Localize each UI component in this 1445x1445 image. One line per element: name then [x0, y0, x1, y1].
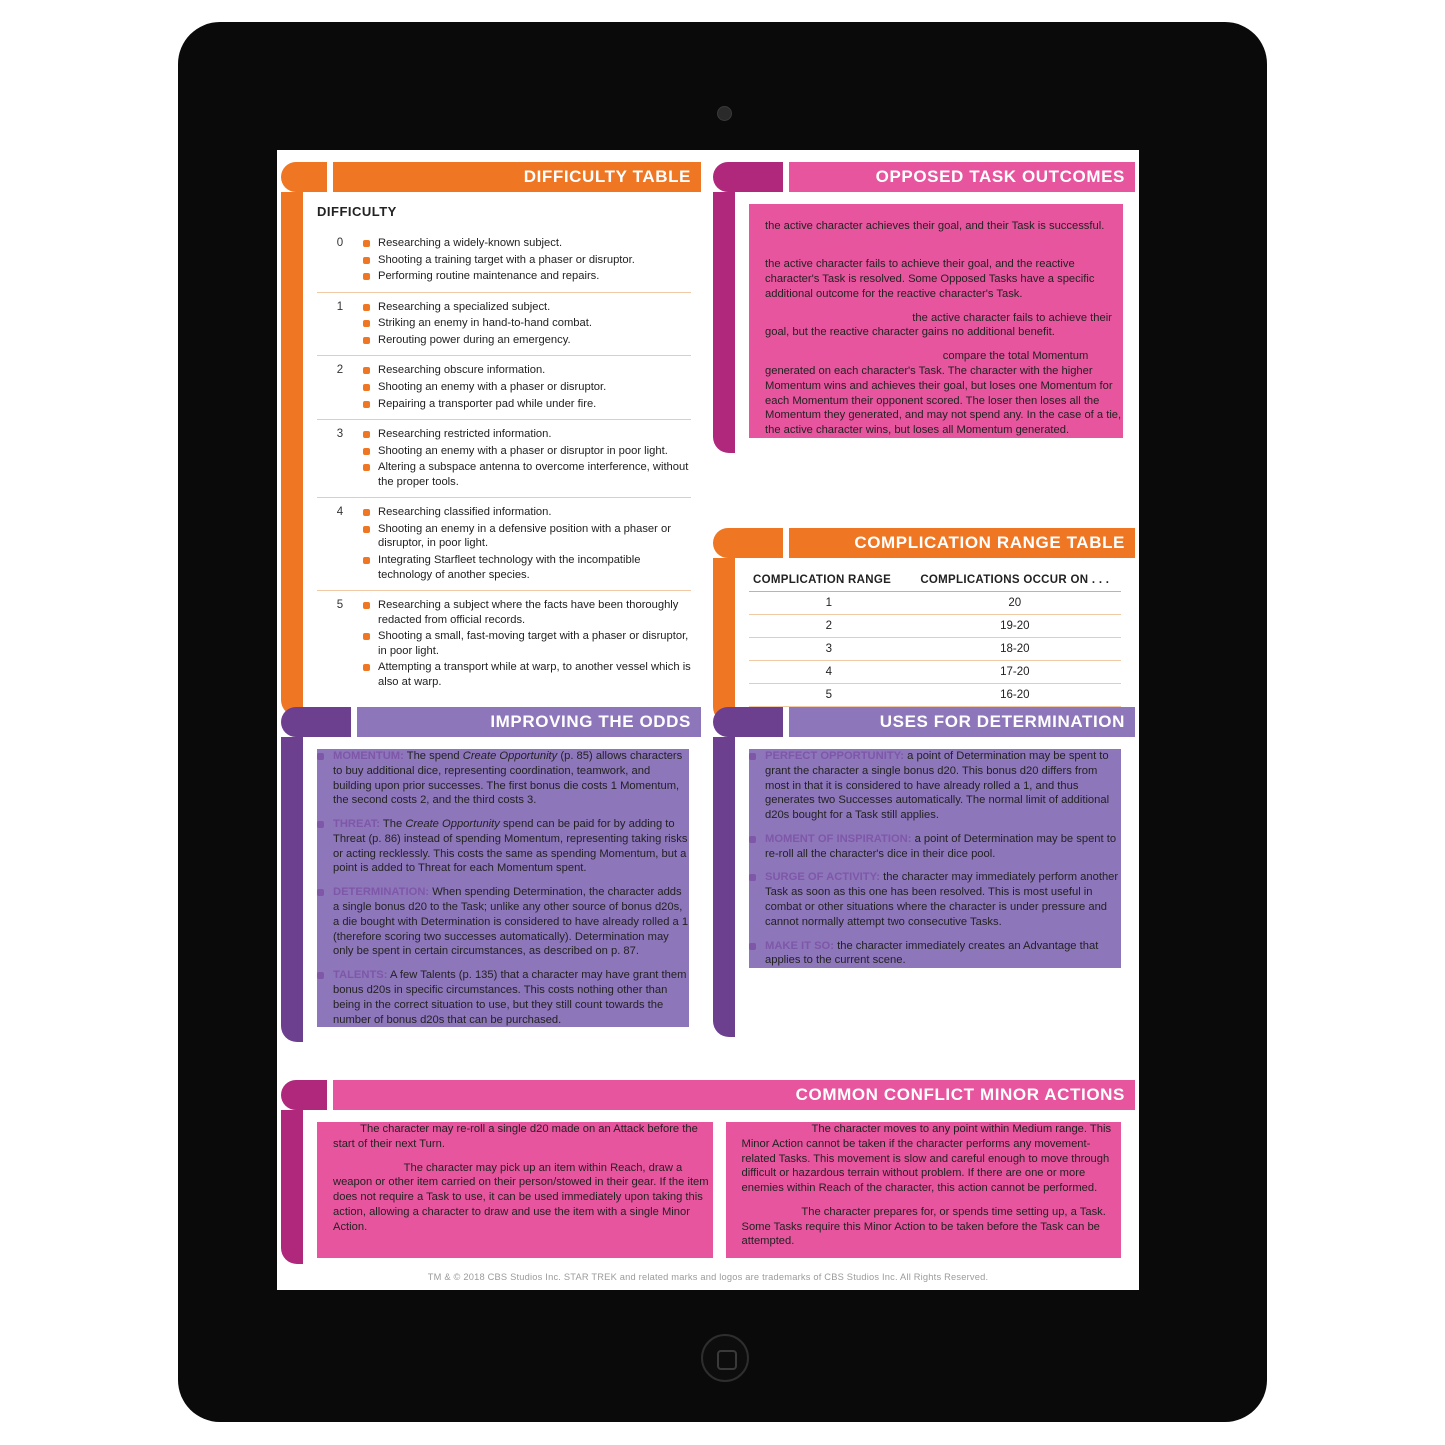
- difficulty-row: [317, 292, 691, 356]
- list-item: [749, 832, 1121, 862]
- difficulty-row: [317, 419, 691, 497]
- list-item: Researching a subject where the facts have been thoroughly redacted from official records.: [363, 598, 691, 627]
- list-item: [317, 968, 689, 1027]
- table-cell: 2: [749, 615, 909, 638]
- improving-odds-panel: [281, 707, 701, 1042]
- determination-side-bar: [713, 737, 735, 1037]
- list-item-lead: THREAT:: [333, 818, 381, 831]
- list-item: [749, 243, 1123, 302]
- copyright-footer: TM & © 2018 CBS Studios Inc. STAR TREK and related marks and logos are trademarks of CBS Studios Inc. All Rights Reserved.: [427, 1272, 989, 1282]
- list-item: [749, 311, 1123, 341]
- list-item-lead: AIM:: [333, 1123, 358, 1135]
- list-item-lead: DETERMINATION:: [333, 886, 430, 899]
- list-item: Shooting an enemy with a phaser or disruptor in poor light.: [363, 444, 691, 459]
- difficulty-level: 3: [336, 428, 344, 441]
- table-column-header: COMPLICATION RANGE: [749, 570, 909, 592]
- header-cap: [713, 162, 783, 192]
- table-cell: 20: [909, 592, 1121, 615]
- list-item: Repairing a transporter pad while under fire.: [363, 397, 691, 412]
- difficulty-rows: [317, 229, 691, 698]
- complication-table: [749, 570, 1121, 707]
- complication-table-body: [749, 592, 1121, 707]
- determination-list: [749, 749, 1121, 968]
- difficulty-row: [317, 229, 691, 292]
- header-cap: [713, 707, 783, 737]
- table-cell: 1: [749, 592, 909, 615]
- list-item-text: the character may immediately perform another Task as soon as this one has been resolved. This is most useful in combat or other situations where the character is under pressure and cannot normally attempt two consecutive Tasks.: [765, 871, 1119, 928]
- list-item: Striking an enemy in hand-to-hand combat.: [363, 316, 691, 331]
- minor-actions-title: COMMON CONFLICT MINOR ACTIONS: [333, 1080, 1135, 1110]
- table-row: [749, 661, 1121, 684]
- list-item-lead: MOMENT OF INSPIRATION:: [765, 832, 912, 845]
- determination-panel: [713, 707, 1135, 1037]
- list-item-text: the character immediately creates an Advantage that applies to the current scene.: [765, 939, 1099, 967]
- difficulty-subtitle: DIFFICULTY: [317, 204, 397, 219]
- difficulty-header: [281, 162, 701, 192]
- header-cap: [281, 162, 327, 192]
- list-item-lead: BOTH CHARACTERS SUCCEED:: [765, 350, 940, 363]
- minor-actions-left-list: [317, 1122, 713, 1258]
- list-item: Researching a specialized subject.: [363, 300, 691, 315]
- table-cell: 18-20: [909, 638, 1121, 661]
- difficulty-side-bar: [281, 192, 303, 716]
- list-item: Shooting a small, fast-moving target with a phaser or disruptor, in poor light.: [363, 629, 691, 658]
- difficulty-level: 0: [336, 237, 344, 249]
- list-item: [726, 1122, 1122, 1196]
- header-cap: [713, 528, 783, 558]
- difficulty-examples: [363, 598, 691, 691]
- table-row: [749, 638, 1121, 661]
- list-item: Altering a subspace antenna to overcome interference, without the proper tools.: [363, 460, 691, 489]
- minor-actions-side-bar: [281, 1110, 303, 1264]
- list-item: Shooting an enemy with a phaser or disruptor.: [363, 380, 691, 395]
- list-item-lead: ACTIVE CHARACTER SUCCEEDS, REACTIVE CHARACTER FAILS:: [765, 205, 1121, 217]
- list-item-lead: MOVEMENT:: [741, 1123, 809, 1135]
- list-item: Researching a widely-known subject.: [363, 236, 691, 251]
- opposed-title: OPPOSED TASK OUTCOMES: [789, 162, 1135, 192]
- list-item-lead: DRAW ITEM:: [333, 1161, 401, 1174]
- list-item-text: A few Talents (p. 135) that a character may have grant them bonus d20s in specific circumstances. This costs nothing other than being in the correct situation to use, but they still count towards the number of bonus d20s that can be purchased.: [333, 969, 687, 1026]
- opposed-list: [749, 204, 1123, 438]
- difficulty-examples: [363, 505, 691, 584]
- list-item-text: The character may pick up an item within Reach, draw a weapon or other item carried on their person/stowed in their gear. If the item does not require a Task to use, it can be used immediately upon taking this action, allowing a character to draw and use the item with a single Minor Action.: [333, 1161, 709, 1233]
- list-item: [317, 885, 689, 959]
- improving-header: [281, 707, 701, 737]
- table-cell: 5: [749, 684, 909, 707]
- minor-actions-right-list: [726, 1122, 1122, 1258]
- table-row: [749, 684, 1121, 707]
- list-item: [317, 1161, 713, 1235]
- improving-side-bar: [281, 737, 303, 1042]
- determination-header: [713, 707, 1135, 737]
- list-item: Rerouting power during an emergency.: [363, 333, 691, 348]
- list-item-text: The character prepares for, or spends time setting up, a Task. Some Tasks require this Minor Action to be taken before the Task can be attempted.: [741, 1205, 1106, 1248]
- header-cap: [281, 707, 351, 737]
- difficulty-row: [317, 497, 691, 590]
- list-item: Performing routine maintenance and repairs.: [363, 269, 691, 284]
- opposed-task-panel: [713, 162, 1135, 453]
- difficulty-title: DIFFICULTY TABLE: [333, 162, 701, 192]
- list-item-text: a point of Determination may be spent to grant the character a single bonus d20. This bonus d20 differs from most in that it is considered to have already rolled a 1, and thus generates two Successes automatically. The normal limit of additional d20s bought for a Task still applies.: [765, 750, 1110, 822]
- list-item-lead: ACTIVE CHARACTER FAILS, REACTIVE CHARACTER SUCCEEDS:: [765, 243, 1121, 256]
- list-item-text: compare the total Momentum generated on each character's Task. The character with the higher Momentum wins and achieves their goal, but loses one Momentum for each Momentum their opponent scored. The loser then loses all the Momentum they generated, and may not spend any. In the case of a tie, the active character wins, but loses all Momentum generated.: [765, 350, 1122, 437]
- difficulty-examples: [363, 236, 691, 286]
- list-item: [317, 817, 689, 876]
- document-page: [277, 150, 1139, 1290]
- list-item: Researching classified information.: [363, 505, 691, 520]
- difficulty-examples: [363, 363, 691, 413]
- difficulty-level: 2: [336, 364, 344, 377]
- list-item: [726, 1205, 1122, 1249]
- list-item: [317, 749, 689, 808]
- list-item: Shooting an enemy in a defensive position with a phaser or disruptor, in poor light.: [363, 522, 691, 551]
- opposed-header: [713, 162, 1135, 192]
- list-item-text: the active character achieves their goal, and their Task is successful.: [765, 219, 1105, 232]
- list-item: [749, 749, 1121, 823]
- list-item: Researching obscure information.: [363, 363, 691, 378]
- difficulty-level: 4: [336, 506, 344, 519]
- complication-header: [713, 528, 1135, 558]
- complication-title: COMPLICATION RANGE TABLE: [789, 528, 1135, 558]
- improving-list: [317, 749, 689, 1027]
- minor-actions-panel: [281, 1080, 1135, 1264]
- list-item: [749, 870, 1121, 929]
- list-item: Attempting a transport while at warp, to another vessel which is also at warp.: [363, 660, 691, 689]
- list-item-text: the active character fails to achieve their goal, and the reactive character's Task is resolved. Some Opposed Tasks have a specific additional outcome for the reactive character's Task.: [765, 258, 1095, 300]
- list-item: Shooting a training target with a phaser or disruptor.: [363, 253, 691, 268]
- list-item-lead: BOTH CHARACTERS FAIL:: [765, 311, 910, 324]
- list-item-lead: PREPARE:: [741, 1205, 799, 1218]
- table-cell: 19-20: [909, 615, 1121, 638]
- difficulty-row: [317, 355, 691, 419]
- list-item-lead: PERFECT OPPORTUNITY:: [765, 750, 905, 762]
- camera-icon: [717, 106, 732, 121]
- difficulty-examples: [363, 427, 691, 491]
- table-cell: 4: [749, 661, 909, 684]
- list-item-text: When spending Determination, the character adds a single bonus d20 to the Task; unlike any other source of bonus d20s, a die bought with Determination is considered to have already rolled a 1 (therefore scoring two successes automatically). Determination may only be spent in certain circumstances, as described on p. 87.: [333, 886, 689, 958]
- list-item: [317, 1122, 713, 1152]
- list-item-lead: MAKE IT SO:: [765, 939, 834, 952]
- complication-side-bar: [713, 558, 735, 723]
- table-column-header: COMPLICATIONS OCCUR ON . . .: [909, 570, 1121, 592]
- improving-title: IMPROVING THE ODDS: [357, 707, 701, 737]
- difficulty-row: [317, 590, 691, 697]
- list-item: [749, 349, 1123, 438]
- list-item-lead: TALENTS:: [333, 969, 388, 982]
- table-cell: 17-20: [909, 661, 1121, 684]
- difficulty-table-panel: [281, 162, 701, 716]
- list-item: [749, 939, 1121, 969]
- list-item-text: The Create Opportunity spend can be paid for by adding to Threat (p. 86) instead of spending Momentum, representing taking risks or acting recklessly. This costs the same as spending Momentum, but a point is added to Threat for each Momentum spent.: [333, 818, 688, 875]
- difficulty-level: 1: [336, 300, 344, 313]
- table-row: [749, 592, 1121, 615]
- list-item-text: The character may re-roll a single d20 made on an Attack before the start of their next Turn.: [333, 1123, 698, 1150]
- list-item: Researching restricted information.: [363, 427, 691, 442]
- tablet-device: [178, 22, 1267, 1422]
- list-item-lead: MOMENTUM:: [333, 750, 404, 762]
- complication-table-head: [749, 570, 1121, 592]
- table-cell: 16-20: [909, 684, 1121, 707]
- determination-title: USES FOR DETERMINATION: [789, 707, 1135, 737]
- difficulty-level: 5: [336, 599, 344, 612]
- list-item-text: The character moves to any point within Medium range. This Minor Action cannot be taken if the character performs any movement-related Tasks. This movement is slow and careful enough to move through difficult or hazardous terrain without problem. If there are one or more enemies within Reach of the character, this action cannot be performed.: [741, 1123, 1112, 1195]
- list-item: [749, 204, 1123, 234]
- table-cell: 3: [749, 638, 909, 661]
- home-button[interactable]: [701, 1334, 749, 1382]
- complication-range-panel: [713, 528, 1135, 723]
- opposed-side-bar: [713, 192, 735, 453]
- list-item-text: a point of Determination may be spent to re-roll all the character's dice in their dice pool.: [765, 832, 1117, 860]
- difficulty-examples: [363, 300, 691, 350]
- header-cap: [281, 1080, 327, 1110]
- list-item-text: the active character fails to achieve their goal, but the reactive character gains no additional benefit.: [765, 311, 1112, 339]
- list-item: Integrating Starfleet technology with the incompatible technology of another species.: [363, 553, 691, 582]
- list-item-text: The spend Create Opportunity (p. 85) allows characters to buy additional dice, representing coordination, teamwork, and building upon prior successes. The first bonus die costs 1 Momentum, the second costs 2, and the third costs 3.: [333, 750, 683, 807]
- minor-actions-header: [281, 1080, 1135, 1110]
- list-item-lead: SURGE OF ACTIVITY:: [765, 871, 880, 884]
- table-row: [749, 615, 1121, 638]
